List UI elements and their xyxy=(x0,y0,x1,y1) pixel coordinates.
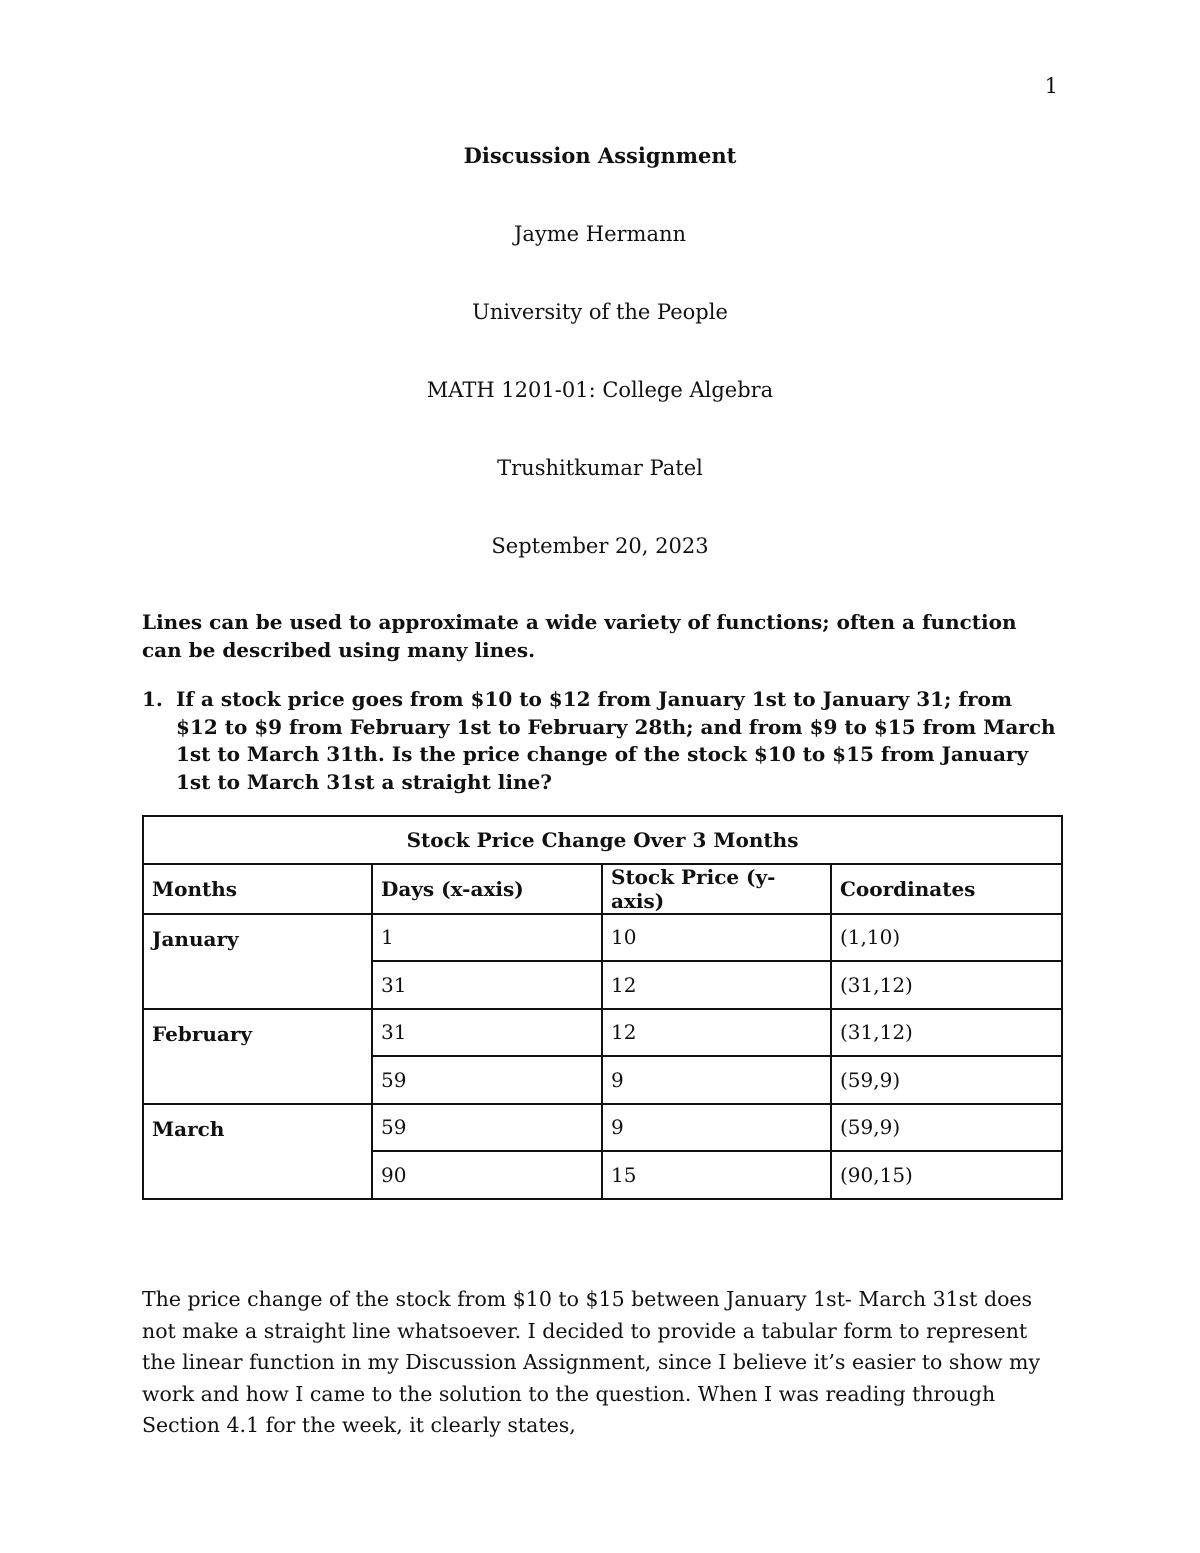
coordinates-cell: (59,9) xyxy=(831,1056,1062,1104)
table-caption: Stock Price Change Over 3 Months xyxy=(143,816,1062,864)
column-header-days: Days (x-axis) xyxy=(372,864,602,914)
document-date: September 20, 2023 xyxy=(491,534,709,558)
price-cell: 9 xyxy=(602,1104,831,1152)
instructor-name: Trushitkumar Patel xyxy=(497,456,703,480)
title-page-block xyxy=(0,142,1200,610)
days-cell: 90 xyxy=(372,1151,602,1199)
price-cell: 15 xyxy=(602,1151,831,1199)
course-name: MATH 1201-01: College Algebra xyxy=(426,378,774,402)
column-header-coordinates: Coordinates xyxy=(831,864,1062,914)
table-caption-row xyxy=(143,816,1062,864)
intro-paragraph: Lines can be used to approximate a wide variety of functions; often a function can be described using many lines. xyxy=(142,610,1017,662)
page-number: 1 xyxy=(1044,74,1058,98)
column-header-stock-price: Stock Price (y-axis) xyxy=(602,864,831,914)
coordinates-cell: (31,12) xyxy=(831,961,1062,1009)
month-cell: February xyxy=(143,1009,372,1104)
coordinates-cell: (90,15) xyxy=(831,1151,1062,1199)
author-name: Jayme Hermann xyxy=(513,222,687,246)
days-cell: 31 xyxy=(372,961,602,1009)
days-cell: 59 xyxy=(372,1104,602,1152)
price-cell: 10 xyxy=(602,914,831,962)
price-cell: 9 xyxy=(602,1056,831,1104)
document-title: Discussion Assignment xyxy=(463,143,737,168)
table-row xyxy=(143,1104,1062,1152)
days-cell: 1 xyxy=(372,914,602,962)
table-row xyxy=(143,1009,1062,1057)
price-cell: 12 xyxy=(602,1009,831,1057)
month-cell: January xyxy=(143,914,372,1009)
stock-price-table xyxy=(142,815,1063,1200)
question-text: If a stock price goes from $10 to $12 from January 1st to January 31; from $12 to $9 from February 1st to February 28th; and from $9 to $15 from March 1st to March 31th. Is the price change of the stock $10 to $15 from January 1st to March 31st a straight line? xyxy=(176,687,1056,794)
table-row xyxy=(143,914,1062,962)
body-paragraph: The price change of the stock from $10 to $15 between January 1st- March 31st does not make a straight line whatsoever. I decided to provide a tabular form to represent the linear function in my Discussion Assignment, since I believe it’s easier to show my work and how I came to the solution to the question. When I was reading through Section 4.1 for the week, it clearly states, xyxy=(142,1287,1041,1437)
coordinates-cell: (59,9) xyxy=(831,1104,1062,1152)
institution-name: University of the People xyxy=(472,300,728,324)
question-item xyxy=(142,686,1058,796)
column-header-months: Months xyxy=(143,864,372,914)
days-cell: 59 xyxy=(372,1056,602,1104)
month-cell: March xyxy=(143,1104,372,1199)
price-cell: 12 xyxy=(602,961,831,1009)
days-cell: 31 xyxy=(372,1009,602,1057)
table-header-row xyxy=(143,864,1062,914)
question-number: 1. xyxy=(142,687,163,711)
coordinates-cell: (31,12) xyxy=(831,1009,1062,1057)
coordinates-cell: (1,10) xyxy=(831,914,1062,962)
